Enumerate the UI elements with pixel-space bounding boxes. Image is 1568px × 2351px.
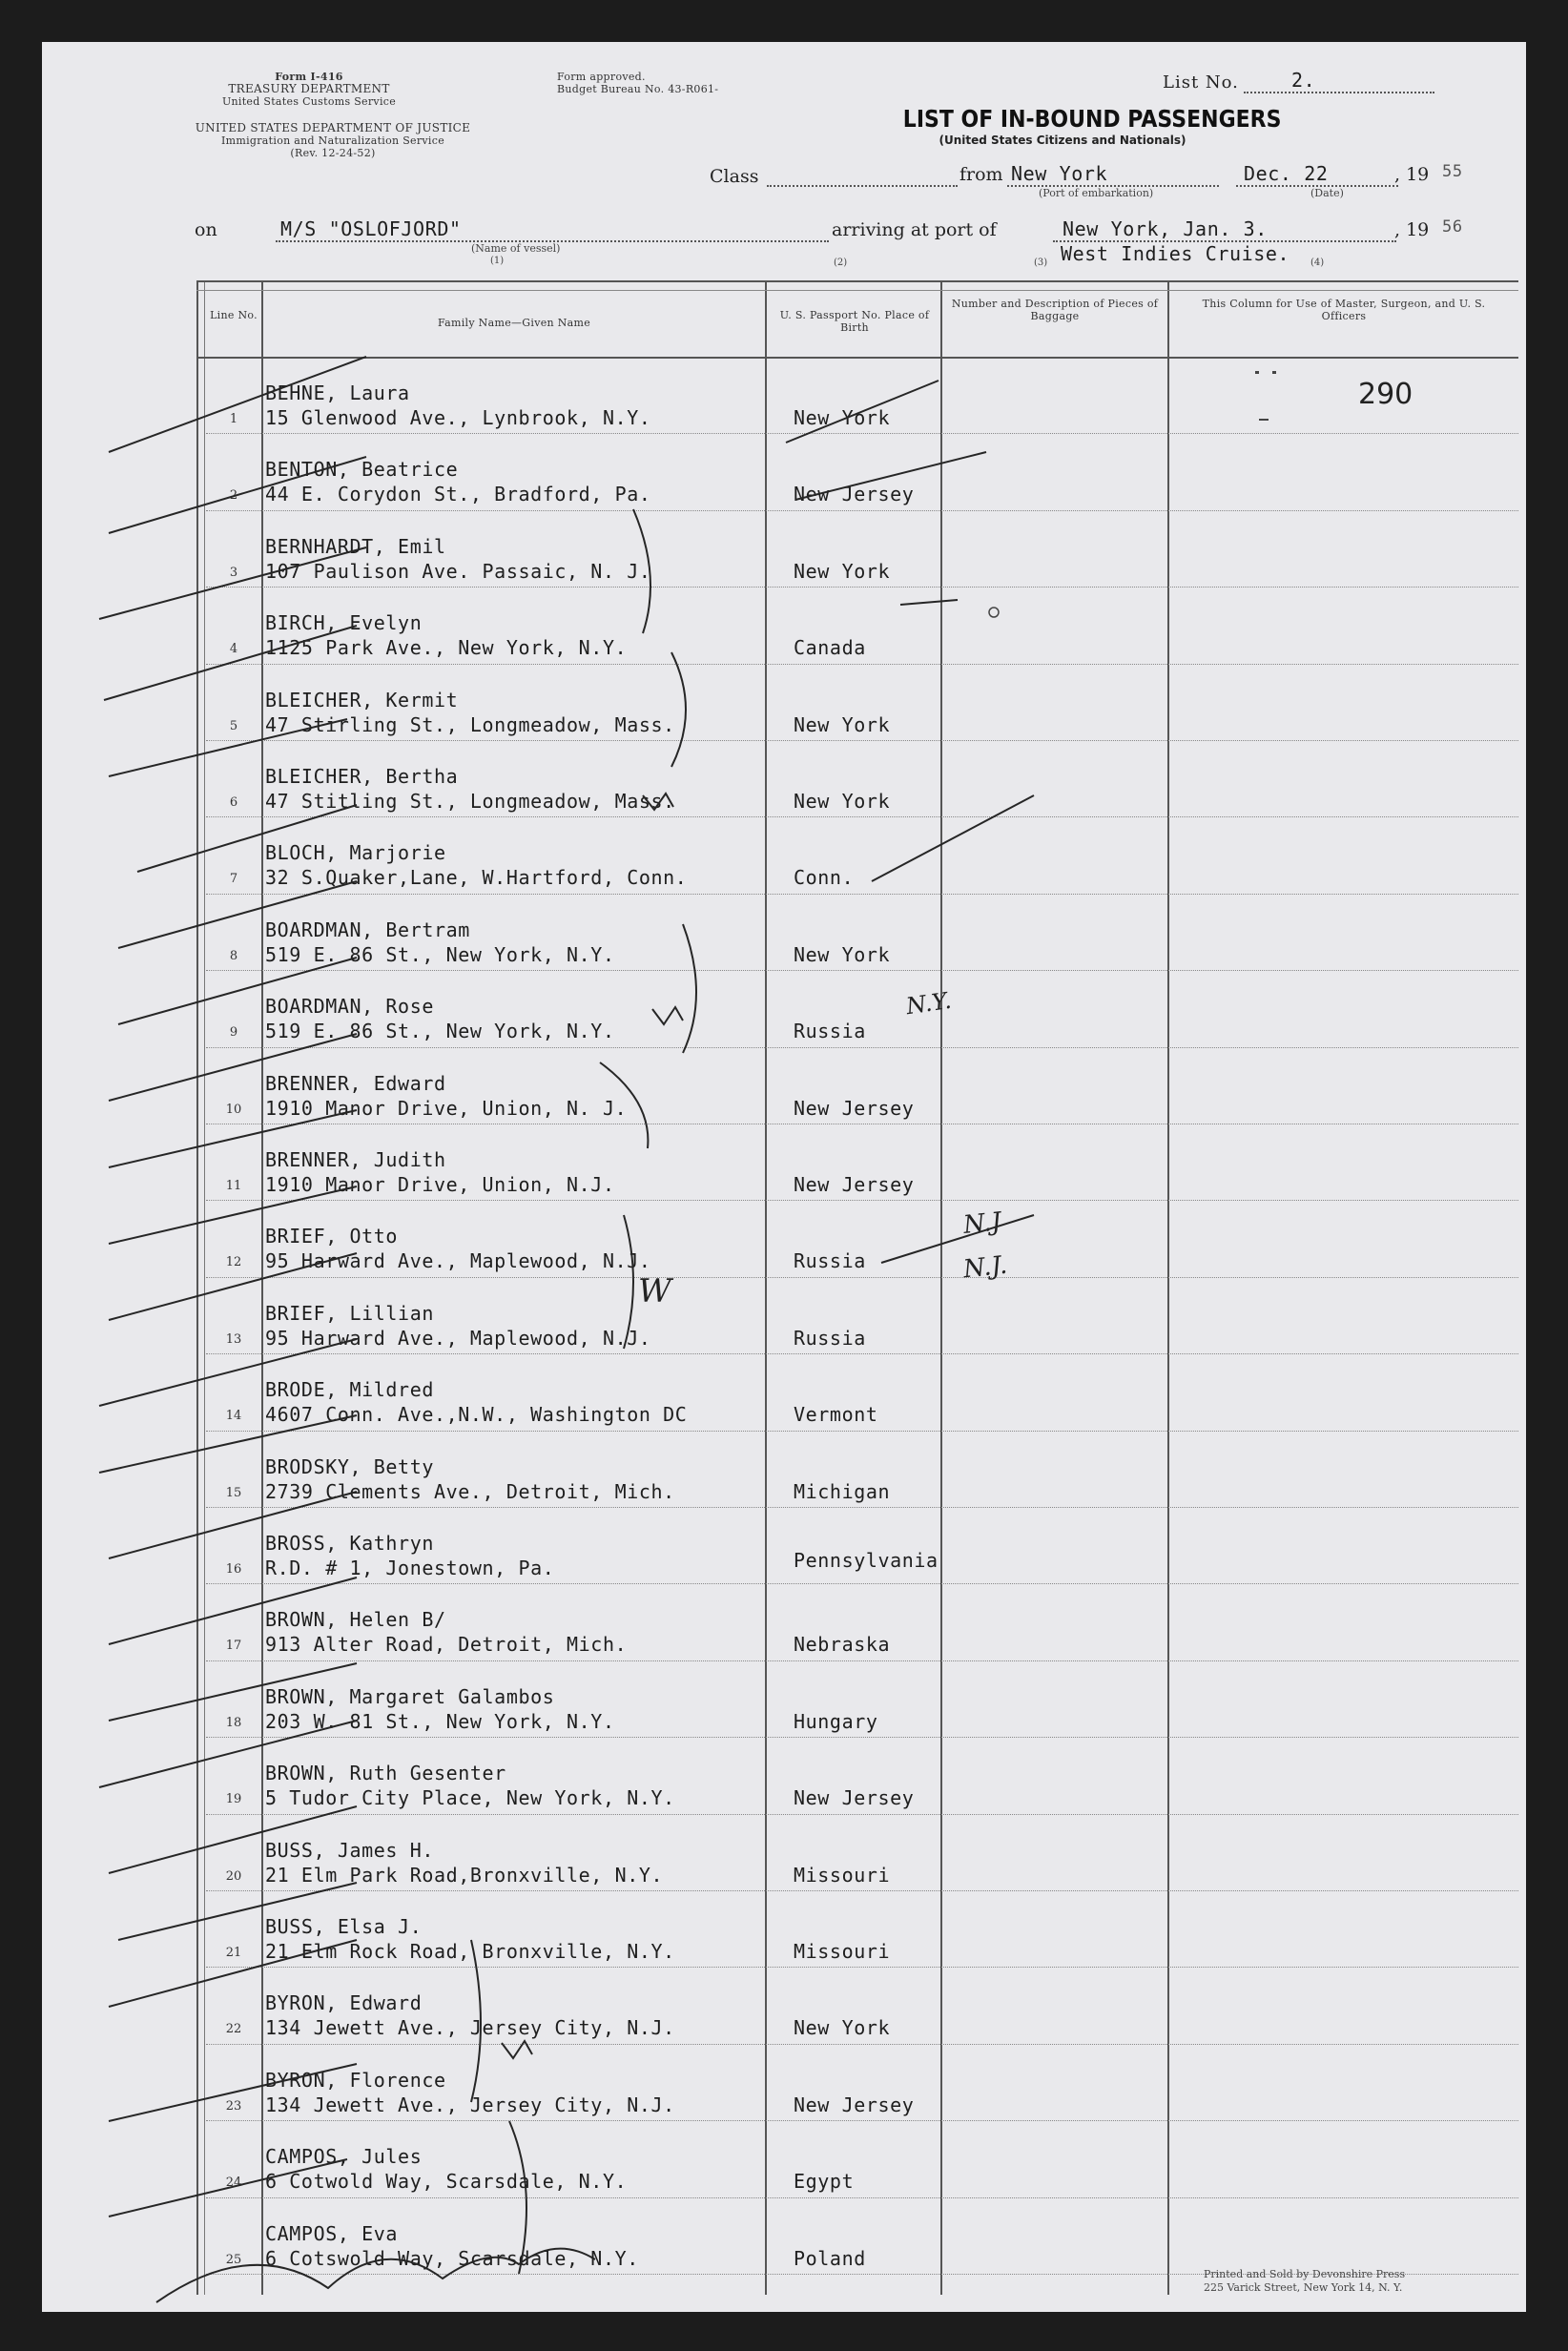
- line-number: 1: [229, 412, 238, 426]
- line-number: 13: [225, 1331, 242, 1347]
- line-number: 9: [229, 1025, 238, 1041]
- place-of-birth: Egypt: [794, 2170, 855, 2194]
- caption-2: (2): [834, 258, 848, 268]
- line-number: 18: [225, 1715, 242, 1730]
- vessel-name: M/S "OSLOFJORD": [280, 217, 462, 240]
- printer-line-2: 225 Varick Street, New York 14, N. Y.: [1204, 2281, 1403, 2294]
- list-no-value: 2.: [1291, 69, 1316, 92]
- line-number: 24: [225, 2176, 242, 2191]
- place-of-birth: Missouri: [794, 1940, 891, 1963]
- place-of-birth: Conn.: [794, 866, 855, 890]
- col-header-line-no: Line No.: [210, 309, 258, 321]
- place-of-birth: Russia: [794, 1249, 866, 1273]
- manifest-page: [42, 42, 1526, 2312]
- passenger-name: CAMPOS, Jules: [265, 2145, 423, 2169]
- from-label: from: [959, 164, 1003, 185]
- passenger-name: BYRON, Edward: [265, 1991, 423, 2015]
- passenger-name: BRODE, Mildred: [265, 1378, 434, 1402]
- place-of-birth: Russia: [794, 1020, 866, 1043]
- port-caption: (Port of embarkation): [1039, 187, 1154, 199]
- passenger-name: BYRON, Florence: [265, 2068, 446, 2092]
- passenger-address: R.D. # 1, Jonestown, Pa.: [265, 1557, 555, 1579]
- justice-label: UNITED STATES DEPARTMENT OF JUSTICE: [195, 121, 471, 134]
- place-of-birth: New York: [794, 2016, 891, 2040]
- passenger-name: BLEICHER, Bertha: [265, 765, 459, 788]
- handwritten-strokes: [42, 42, 1526, 2312]
- passenger-name: BEHNE, Laura: [265, 382, 410, 404]
- line-number: 6: [229, 795, 238, 810]
- passenger-name: BROSS, Kathryn: [265, 1532, 434, 1555]
- place-of-birth: Hungary: [794, 1709, 878, 1733]
- caption-3: (3): [1034, 258, 1048, 268]
- place-of-birth: New Jersey: [794, 1096, 915, 1120]
- passenger-address: 44 E. Corydon St., Bradford, Pa.: [265, 483, 651, 506]
- passenger-address: 913 Alter Road, Detroit, Mich.: [265, 1633, 628, 1657]
- arrival-year-suffix: 56: [1442, 217, 1463, 237]
- col-header-baggage: Number and Description of Pieces of Baggage: [951, 298, 1159, 322]
- place-of-birth: Missouri: [794, 1863, 891, 1887]
- place-of-birth: New Jersey: [794, 1786, 915, 1810]
- printer-line-1: Printed and Sold by Devonshire Press: [1204, 2268, 1406, 2280]
- passenger-address: 95 Harward Ave., Maplewood, N.J.: [265, 1249, 651, 1273]
- place-of-birth: Vermont: [794, 1403, 878, 1427]
- passenger-name: BROWN, Margaret Galambos: [265, 1684, 555, 1708]
- embarkation-port: New York: [1011, 162, 1108, 185]
- passenger-address: 4607 Conn. Ave.,N.W., Washington DC: [265, 1403, 688, 1427]
- col-header-name: Family Name—Given Name: [437, 317, 591, 329]
- passenger-address: 203 W. 81 St., New York, N.Y.: [265, 1709, 615, 1733]
- passenger-name: BUSS, James H.: [265, 1838, 434, 1862]
- passenger-address: 47 Stitling St., Longmeadow, Mass.: [265, 790, 675, 813]
- passenger-name: BROWN, Helen B/: [265, 1608, 446, 1632]
- passenger-name: BERNHARDT, Emil: [265, 534, 446, 558]
- line-number: 4: [229, 642, 238, 657]
- passenger-address: 32 S.Quaker,Lane, W.Hartford, Conn.: [265, 866, 688, 890]
- handwritten-note-nj-1: N.J: [961, 1207, 1003, 1240]
- passenger-address: 107 Paulison Ave. Passaic, N. J.: [265, 559, 651, 583]
- date-caption: (Date): [1310, 187, 1344, 199]
- class-label: Class: [710, 166, 759, 187]
- passenger-address: 1910 Manor Drive, Union, N.J.: [265, 1173, 615, 1196]
- place-of-birth: New York: [794, 790, 891, 813]
- line-number: 25: [225, 2252, 242, 2267]
- passenger-address: 15 Glenwood Ave., Lynbrook, N.Y.: [265, 406, 651, 429]
- arrival-extra: West Indies Cruise.: [1061, 242, 1290, 265]
- ins-label: Immigration and Naturalization Service: [220, 134, 445, 147]
- arriving-label: arriving at port of: [832, 219, 997, 240]
- approved-label: Form approved.: [557, 71, 646, 83]
- line-number: 8: [229, 948, 238, 963]
- line-number: 17: [225, 1639, 242, 1654]
- line-number: 10: [225, 1102, 242, 1117]
- passenger-name: BENTON, Beatrice: [265, 458, 459, 482]
- col-header-officers: This Column for Use of Master, Surgeon, and U. S. Officers: [1202, 298, 1486, 322]
- passenger-address: 1125 Park Ave., New York, N.Y.: [265, 636, 628, 660]
- passenger-address: 21 Elm Park Road,Bronxville, N.Y.: [265, 1863, 664, 1887]
- place-of-birth: Canada: [794, 636, 866, 660]
- handwritten-w: W: [638, 1272, 671, 1310]
- passenger-address: 5 Tudor City Place, New York, N.Y.: [265, 1786, 675, 1810]
- place-of-birth: New York: [794, 712, 891, 736]
- arrival-year-prefix: , 19: [1394, 219, 1430, 240]
- place-of-birth: New Jersey: [794, 2093, 915, 2116]
- place-of-birth: Nebraska: [794, 1633, 891, 1657]
- page-subtitle: (United States Citizens and Nationals): [939, 134, 1186, 147]
- passenger-name: BLOCH, Marjorie: [265, 841, 446, 865]
- year-prefix: , 19: [1394, 164, 1430, 185]
- passenger-name: BIRCH, Evelyn: [265, 611, 423, 635]
- passenger-address: 519 E. 86 St., New York, N.Y.: [265, 1020, 615, 1043]
- passenger-address: 2739 Clements Ave., Detroit, Mich.: [265, 1479, 675, 1503]
- arrival-port: New York, Jan. 3.: [1063, 217, 1268, 240]
- place-of-birth: Russia: [794, 1326, 866, 1350]
- handwritten-note-ny: N.Y.: [904, 986, 954, 1021]
- customs-label: United States Customs Service: [221, 95, 397, 108]
- passenger-address: 6 Cotswold Way, Scarsdale, N.Y.: [265, 2246, 639, 2270]
- line-number: 3: [229, 565, 238, 580]
- passenger-address: 134 Jewett Ave., Jersey City, N.J.: [265, 2016, 675, 2040]
- passenger-address: 519 E. 86 St., New York, N.Y.: [265, 942, 615, 966]
- caption-4: (4): [1310, 258, 1325, 268]
- place-of-birth: Poland: [794, 2246, 866, 2270]
- passenger-address: 47 Stirling St., Longmeadow, Mass.: [265, 712, 675, 736]
- list-no-label: List No.: [1163, 72, 1239, 93]
- place-of-birth: New Jersey: [794, 1173, 915, 1196]
- line-number: 12: [225, 1255, 242, 1270]
- place-of-birth: Pennsylvania: [794, 1549, 939, 1572]
- stamp-number: 290: [1358, 378, 1413, 411]
- budget-label: Budget Bureau No. 43-R061-: [557, 83, 719, 95]
- handwritten-note-nj-2: N.J.: [961, 1250, 1009, 1285]
- place-of-birth: Michigan: [794, 1479, 891, 1503]
- passenger-address: 21 Elm Rock Road, Bronxville, N.Y.: [265, 1940, 675, 1963]
- place-of-birth: New York: [794, 942, 891, 966]
- passenger-name: BRIEF, Lillian: [265, 1301, 434, 1325]
- line-number: 5: [229, 718, 238, 733]
- treasury-label: TREASURY DEPARTMENT: [228, 82, 390, 95]
- place-of-birth: New York: [794, 559, 891, 583]
- embarkation-date: Dec. 22: [1244, 162, 1329, 185]
- passenger-name: BRENNER, Judith: [265, 1148, 446, 1171]
- passenger-name: BROWN, Ruth Gesenter: [265, 1762, 506, 1785]
- line-number: 22: [225, 2022, 242, 2037]
- passenger-name: BOARDMAN, Bertram: [265, 918, 470, 941]
- place-of-birth: New York: [794, 406, 891, 429]
- line-number: 21: [225, 1946, 242, 1960]
- line-number: 19: [225, 1792, 242, 1807]
- caption-1: (1): [490, 256, 505, 266]
- printer-imprint: [1204, 2268, 1490, 2295]
- line-number: 2: [229, 488, 238, 504]
- passenger-name: BOARDMAN, Rose: [265, 995, 434, 1019]
- line-number: 11: [225, 1179, 242, 1193]
- form-id: Form I-416: [275, 71, 343, 83]
- vessel-caption: (Name of vessel): [471, 242, 561, 255]
- passenger-address: 1910 Manor Drive, Union, N. J.: [265, 1096, 628, 1120]
- rev-label: (Rev. 12-24-52): [290, 147, 376, 159]
- line-number: 14: [225, 1409, 242, 1424]
- year-suffix: 55: [1442, 162, 1463, 181]
- line-number: 7: [229, 872, 238, 887]
- passenger-address: 95 Harward Ave., Maplewood, N.J.: [265, 1326, 651, 1350]
- col-header-passport: U. S. Passport No. Place of Birth: [779, 309, 930, 334]
- passenger-name: BUSS, Elsa J.: [265, 1915, 423, 1938]
- on-label: on: [195, 219, 217, 240]
- line-number: 15: [225, 1485, 242, 1500]
- page-title: LIST OF IN-BOUND PASSENGERS: [902, 105, 1282, 133]
- line-number: 16: [225, 1562, 242, 1577]
- passenger-name: BLEICHER, Kermit: [265, 688, 459, 711]
- place-of-birth: New Jersey: [794, 483, 915, 506]
- passenger-address: 6 Cotwold Way, Scarsdale, N.Y.: [265, 2170, 628, 2194]
- passenger-address: 134 Jewett Ave., Jersey City, N.J.: [265, 2093, 675, 2116]
- line-number: 20: [225, 1868, 242, 1884]
- passenger-name: BRIEF, Otto: [265, 1225, 399, 1248]
- passenger-name: CAMPOS, Eva: [265, 2221, 399, 2245]
- passenger-name: BRENNER, Edward: [265, 1071, 446, 1095]
- passenger-name: BRODSKY, Betty: [265, 1454, 434, 1478]
- line-number: 23: [225, 2098, 242, 2114]
